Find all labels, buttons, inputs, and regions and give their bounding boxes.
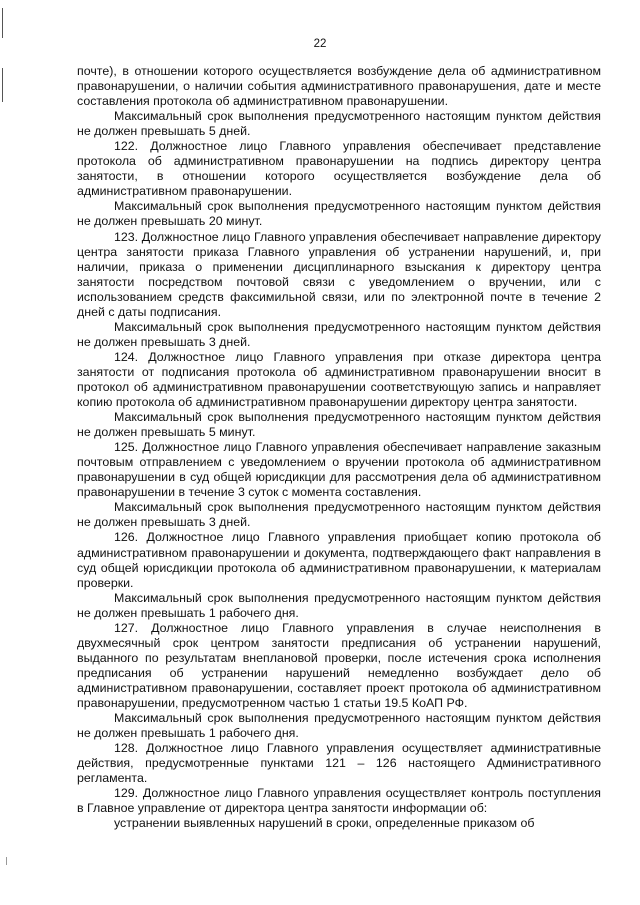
left-margin-mark-upper (2, 68, 3, 102)
paragraph-deadline: Максимальный срок выполнения предусмотренного настоящим пунктом действия не должен превышать 1 рабочего дня. (77, 590, 601, 620)
paragraph-continuation: почте), в отношении которого осуществляется возбуждение дела об административном правонарушении, о наличии события административного правонарушения, дате и месте составления протокола об административном правонарушении. (77, 64, 601, 109)
document-body (77, 64, 601, 831)
paragraph-item-125: 125. Должностное лицо Главного управления обеспечивает направление заказным почтовым отправлением с уведомлением о вручении протокола об административном правонарушении в суд общей юрисдикции для рассмотрения дела об административном правонарушении в течение 3 суток с момента составления. (77, 440, 601, 500)
paragraph-deadline: Максимальный срок выполнения предусмотренного настоящим пунктом действия не должен превышать 5 дней. (77, 109, 601, 139)
paragraph-item-128: 128. Должностное лицо Главного управления осуществляет административные действия, предусмотренные пунктами 121 – 126 настоящего Административного регламента. (77, 741, 601, 786)
paragraph-item-127: 127. Должностное лицо Главного управления в случае неисполнения в двухмесячный срок центром занятости предписания об устранении нарушений, выданного по результатам внеплановой проверки, после истечения срока исполнения предписания об устранении нарушений немедленно возбуждает дело об административном правонарушении, составляет проект протокола об административном правонарушении, предусмотренном частью 1 статьи 19.5 КоАП РФ. (77, 620, 601, 710)
paragraph-deadline: Максимальный срок выполнения предусмотренного настоящим пунктом действия не должен превышать 20 минут. (77, 199, 601, 229)
paragraph-item-126: 126. Должностное лицо Главного управления приобщает копию протокола об административном правонарушении и документа, подтверждающего факт направления в суд общей юрисдикции протокола об административном правонарушении, к материалам проверки. (77, 530, 601, 590)
left-margin-tick (6, 857, 7, 865)
paragraph-item-129: 129. Должностное лицо Главного управления осуществляет контроль поступления в Главное управление от директора центра занятости информации об: (77, 786, 601, 816)
paragraph-subitem: устранении выявленных нарушений в сроки, определенные приказом об (114, 816, 535, 831)
page-number: 22 (313, 38, 327, 50)
paragraph-item-123: 123. Должностное лицо Главного управления обеспечивает направление директору центра занятости приказа Главного управления об устранении нарушений, и, при наличии, приказа о применении дисциплинарного взыскания к директору центра занятости посредством почтовой связи с уведомлением о вручении, или с использованием средств факсимильной связи, или по электронной почте в течение 2 дней с даты подписания. (77, 229, 601, 319)
paragraph-item-124: 124. Должностное лицо Главного управления при отказе директора центра занятости от подписания протокола об административном правонарушении вносит в протокол об административном правонарушении соответствующую запись и направляет копию протокола об административном правонарушении директору центра занятости. (77, 349, 601, 410)
paragraph-deadline: Максимальный срок выполнения предусмотренного настоящим пунктом действия не должен превышать 5 минут. (77, 410, 601, 440)
paragraph-deadline: Максимальный срок выполнения предусмотренного настоящим пунктом действия не должен превышать 3 дней. (77, 500, 601, 530)
left-margin-mark-top (2, 8, 3, 38)
paragraph-item-122: 122. Должностное лицо Главного управления обеспечивает представление протокола об административном правонарушении на подпись директору центра занятости, в отношении которого осуществляется возбуждение дела об административном правонарушении. (77, 139, 601, 199)
paragraph-deadline: Максимальный срок выполнения предусмотренного настоящим пунктом действия не должен превышать 1 рабочего дня. (77, 711, 601, 741)
paragraph-deadline: Максимальный срок выполнения предусмотренного настоящим пунктом действия не должен превышать 3 дней. (77, 319, 601, 349)
